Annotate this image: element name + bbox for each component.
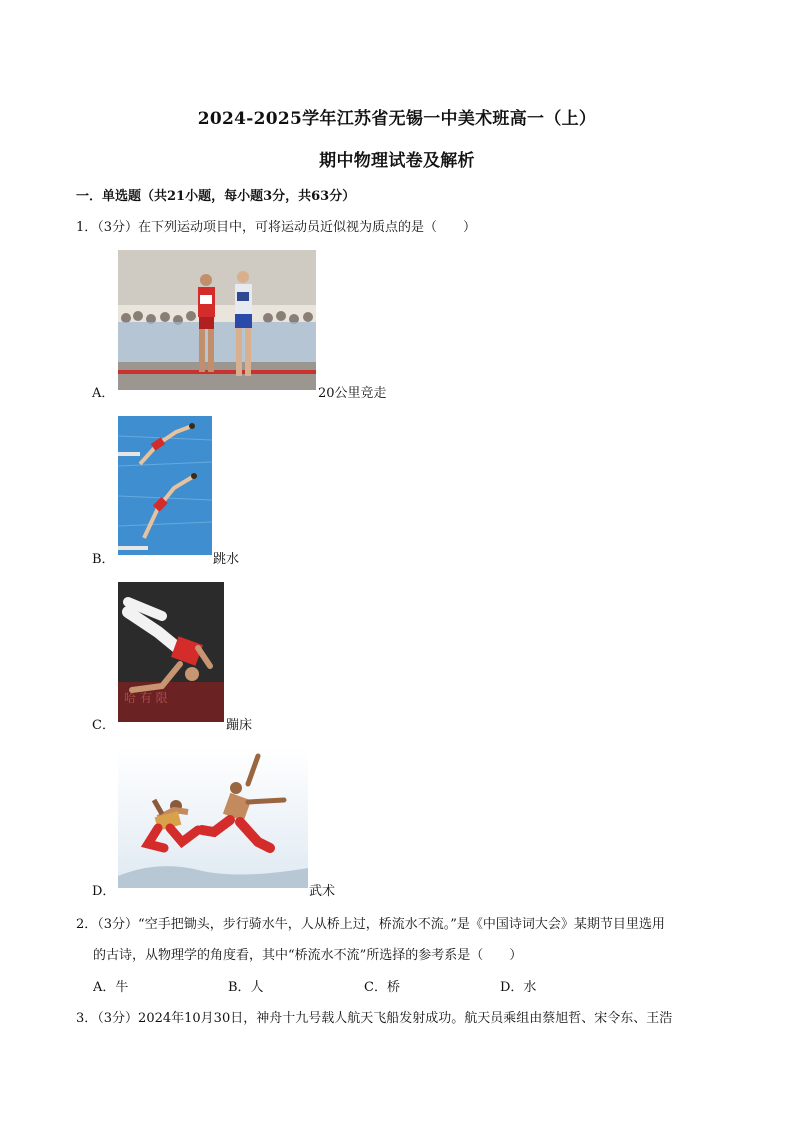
option-a-caption: 20公里竞走 bbox=[318, 386, 387, 401]
page-title-line-2: 期中物理试卷及解析 bbox=[319, 151, 475, 171]
option-c-caption: 蹦床 bbox=[226, 718, 253, 733]
question-3-stem-line-1: 3．（3分）2024年10月30日，神舟十九号载人航天飞船发射成功。航天员乘组由蔡旭哲、宋令东、王浩 bbox=[76, 1011, 673, 1026]
option-a-letter: A． bbox=[92, 386, 115, 401]
option-b-letter: B． bbox=[92, 552, 115, 567]
question-1-stem: 1．（3分）在下列运动项目中，可将运动员近似视为质点的是（ ） bbox=[76, 220, 477, 235]
option-a-photo bbox=[118, 250, 316, 390]
option-c-letter: C． bbox=[92, 718, 115, 733]
option-b-photo bbox=[118, 416, 212, 555]
option-d-photo bbox=[118, 748, 308, 888]
option-b-caption: 跳水 bbox=[213, 552, 240, 567]
option-d-letter: D． bbox=[92, 884, 116, 899]
page-title-line-1: 2024-2025学年江苏省无锡一中美术班高一（上） bbox=[197, 109, 597, 129]
option-d-caption: 武术 bbox=[309, 884, 336, 899]
question-2-stem-line-2: 的古诗，从物理学的角度看，其中“桥流水不流”所选择的参考系是（ ） bbox=[93, 948, 523, 963]
question-2-option-d: D．水 bbox=[500, 980, 537, 995]
question-2-option-b: B．人 bbox=[228, 980, 264, 995]
option-c-photo bbox=[118, 582, 224, 722]
svg-text:哈 有 限: 哈 有 限 bbox=[124, 691, 168, 705]
question-2-stem-line-1: 2．（3分）“空手把锄头，步行骑水牛，人从桥上过，桥流水不流。”是《中国诗词大会》某期节目里选用 bbox=[76, 917, 665, 932]
question-2-option-a: A．牛 bbox=[93, 980, 129, 995]
section-header: 一．单选题（共21小题，每小题3分，共63分） bbox=[76, 189, 356, 204]
question-2-option-c: C．桥 bbox=[364, 980, 400, 995]
